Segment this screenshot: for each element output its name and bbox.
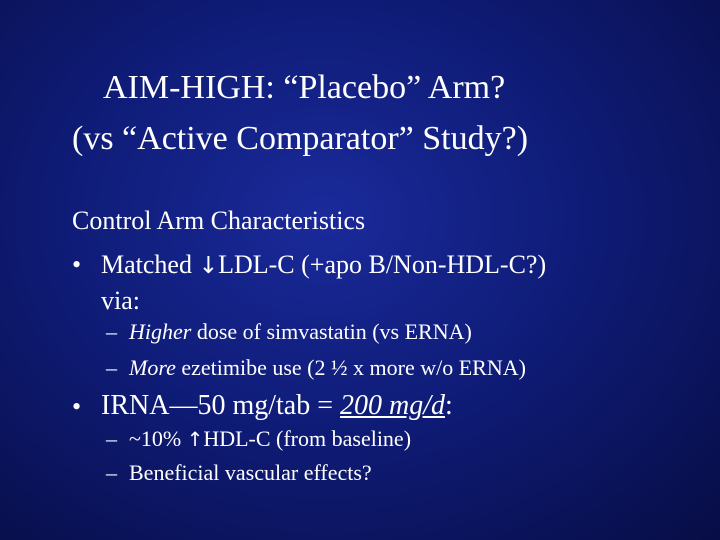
sub-item-vascular: Beneficial vascular effects? xyxy=(129,460,372,485)
sub-item-hdl xyxy=(129,428,411,450)
bullet-marker: • xyxy=(72,250,82,279)
dash-marker: – xyxy=(106,319,117,344)
up-arrow-icon: ↑ xyxy=(186,428,204,451)
dash-marker: – xyxy=(106,355,117,380)
slide-title-line-2: (vs “Active Comparator” Study?) xyxy=(72,120,529,157)
bullet-continuation: via: xyxy=(101,286,140,315)
bullet-irna-dose xyxy=(101,392,453,420)
section-heading: Control Arm Characteristics xyxy=(72,206,366,235)
bullet-marker: • xyxy=(72,392,82,421)
down-arrow-icon: ↓ xyxy=(198,251,219,279)
bullet-emphasis: 200 mg/d xyxy=(340,390,445,421)
bullet-matched-ldl xyxy=(101,252,546,278)
dash-marker: – xyxy=(106,426,117,451)
sub-item-simvastatin xyxy=(129,321,472,343)
bullet-text: IRNA—50 mg/tab = xyxy=(101,390,340,421)
sub-item-ezetimibe xyxy=(129,357,526,379)
bullet-text: LDL-C (+apo B/Non-HDL-C?) xyxy=(218,250,547,279)
sub-item-text: ezetimibe use (2 ½ x more w/o ERNA) xyxy=(175,355,526,380)
sub-item-emphasis: More xyxy=(129,355,176,380)
slide-title-line-1: AIM-HIGH: “Placebo” Arm? xyxy=(103,69,506,106)
bullet-text-prefix: Matched xyxy=(101,250,199,279)
bullet-suffix: : xyxy=(445,390,453,421)
sub-item-text: dose of simvastatin (vs ERNA) xyxy=(191,319,472,344)
sub-item-text: HDL-C (from baseline) xyxy=(203,426,412,451)
sub-item-prefix: ~10% xyxy=(129,426,187,451)
sub-item-emphasis: Higher xyxy=(129,319,192,344)
dash-marker: – xyxy=(106,460,117,485)
